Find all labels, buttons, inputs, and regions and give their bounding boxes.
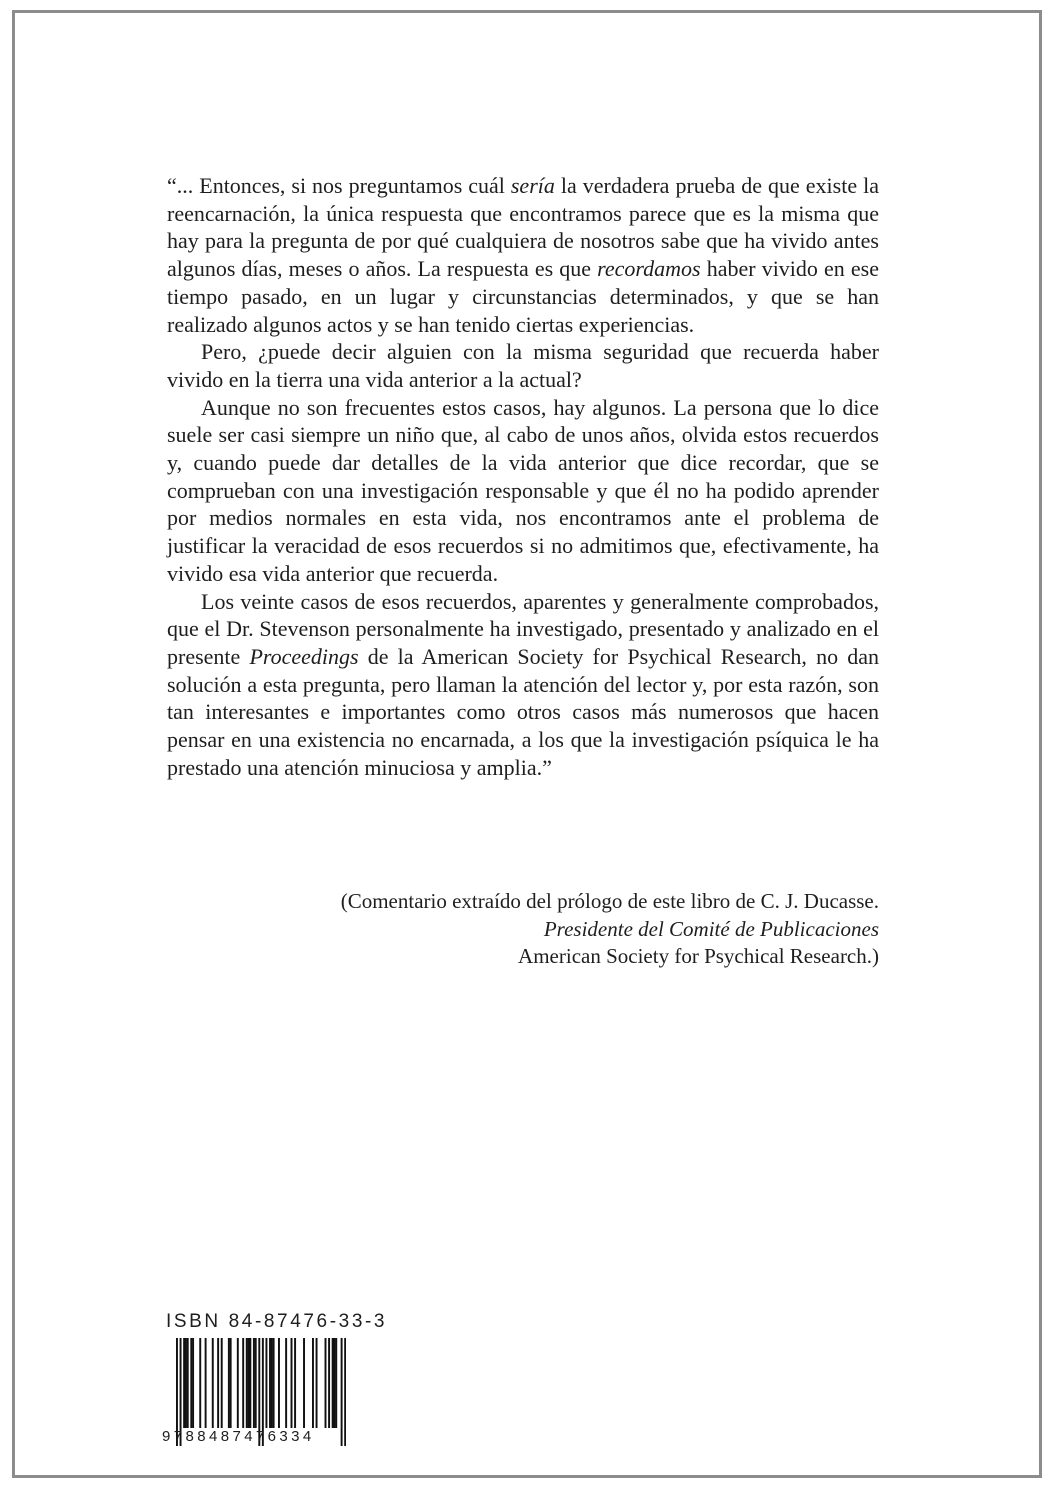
- barcode-bar: [316, 1338, 318, 1428]
- p4-text-1: Los veinte casos de esos recuerdos, aparentes y generalmente comprobados, que el Dr. Stevenson personalmente ha investigado, presentado y analizado en el presente: [167, 588, 879, 669]
- barcode-bar: [253, 1338, 255, 1428]
- p1-text-2: la verdadera prueba de que existe la reencarnación, la única respuesta que encontramos parece que es la misma que hay para la pregunta de por qué cualquiera de nosotros sabe que ha vivido antes algunos días, meses o años. La respuesta es que: [167, 173, 879, 282]
- p4-emphasis-proceedings: Proceedings: [249, 643, 359, 669]
- attribution: [300, 888, 879, 971]
- barcode-bar: [303, 1338, 305, 1428]
- barcode-bar: [221, 1338, 223, 1428]
- barcode-bar: [228, 1338, 230, 1428]
- quote-paragraph-4: [167, 588, 879, 782]
- p1-text-3: haber vivido en ese tiempo pasado, en un lugar y circunstancias determinados, y que se han realizado algunos actos y se han tenido ciertas experiencias.: [167, 256, 879, 337]
- barcode-bar: [187, 1338, 189, 1428]
- p1-emphasis-seria: sería: [510, 173, 555, 198]
- barcode-bar: [265, 1338, 267, 1428]
- attribution-role: Presidente del Comité de Publicaciones: [543, 916, 879, 941]
- barcode-bar: [190, 1338, 192, 1428]
- attribution-line-3: American Society for Psychical Research.): [518, 944, 879, 968]
- barcode-bar: [230, 1338, 232, 1428]
- quote-paragraph-1: [167, 172, 879, 338]
- barcode-bar: [291, 1338, 293, 1428]
- barcode-bar: [273, 1338, 275, 1428]
- barcode-bar: [192, 1338, 194, 1428]
- barcode-bar: [335, 1338, 337, 1428]
- isbn-label: ISBN 84-87476-33-3: [166, 1311, 388, 1332]
- p1-text-1: “... Entonces, si nos preguntamos cuál: [167, 173, 511, 198]
- barcode-bar: [246, 1338, 248, 1428]
- barcode-bar: [271, 1338, 273, 1428]
- barcode-bar: [205, 1338, 207, 1428]
- barcode-bar: [183, 1338, 185, 1428]
- barcode-bar: [332, 1338, 334, 1428]
- barcode-bar: [333, 1338, 335, 1428]
- barcode-bar: [325, 1338, 327, 1428]
- quote-paragraph-2: Pero, ¿puede decir alguien con la misma seguridad que recuerda haber vivido en la tierra una vida anterior a la actual?: [167, 339, 879, 392]
- attribution-line-2: [300, 916, 879, 944]
- barcode-bar: [212, 1338, 214, 1428]
- barcode-bar: [199, 1338, 201, 1428]
- barcode-bar: [312, 1338, 314, 1428]
- barcode-bar: [269, 1338, 271, 1428]
- barcode-bar: [255, 1338, 257, 1428]
- barcode-bar: [249, 1338, 251, 1428]
- quote-text: [167, 172, 879, 781]
- barcode-bar: [242, 1338, 244, 1428]
- barcode-bar: [328, 1338, 330, 1428]
- barcode-bar: [294, 1338, 296, 1428]
- barcode-bar: [237, 1338, 239, 1428]
- barcode-bar: [217, 1338, 219, 1428]
- barcode-bar: [278, 1338, 280, 1428]
- quote-paragraph-3: Aunque no son frecuentes estos casos, hay algunos. La persona que lo dice suele ser casi siempre un niño que, al cabo de unos años, olvida estos recuerdos y, cuando puede dar detalles de la vida anterior que dice recordar, que se comprueban con una investigación responsable y que él no ha podido aprender por medios normales en esta vida, nos encontramos ante el problema de justificar la veracidad de esos recuerdos si no admitimos que, efectivamente, ha vivido esa vida anterior que recuerda.: [167, 394, 879, 586]
- p1-emphasis-recordamos: recordamos: [597, 256, 701, 282]
- barcode-digits: 9788487476334: [162, 1428, 315, 1445]
- attribution-line-1: (Comentario extraído del prólogo de este libro de C. J. Ducasse.: [340, 889, 879, 913]
- p4-text-2: de la American Society for Psychical Research, no dan solución a esta pregunta, pero llaman la atención del lector y, por esta razón, son tan interesantes e importantes como otros casos más numerosos que hacen pensar en una existencia no encarnada, a los que la investigación psíquica le ha prestado una atención minuciosa y amplia.”: [167, 643, 879, 780]
- barcode-bar: [285, 1338, 287, 1428]
- barcode-bar: [248, 1338, 250, 1428]
- barcode-bar: [185, 1338, 187, 1428]
